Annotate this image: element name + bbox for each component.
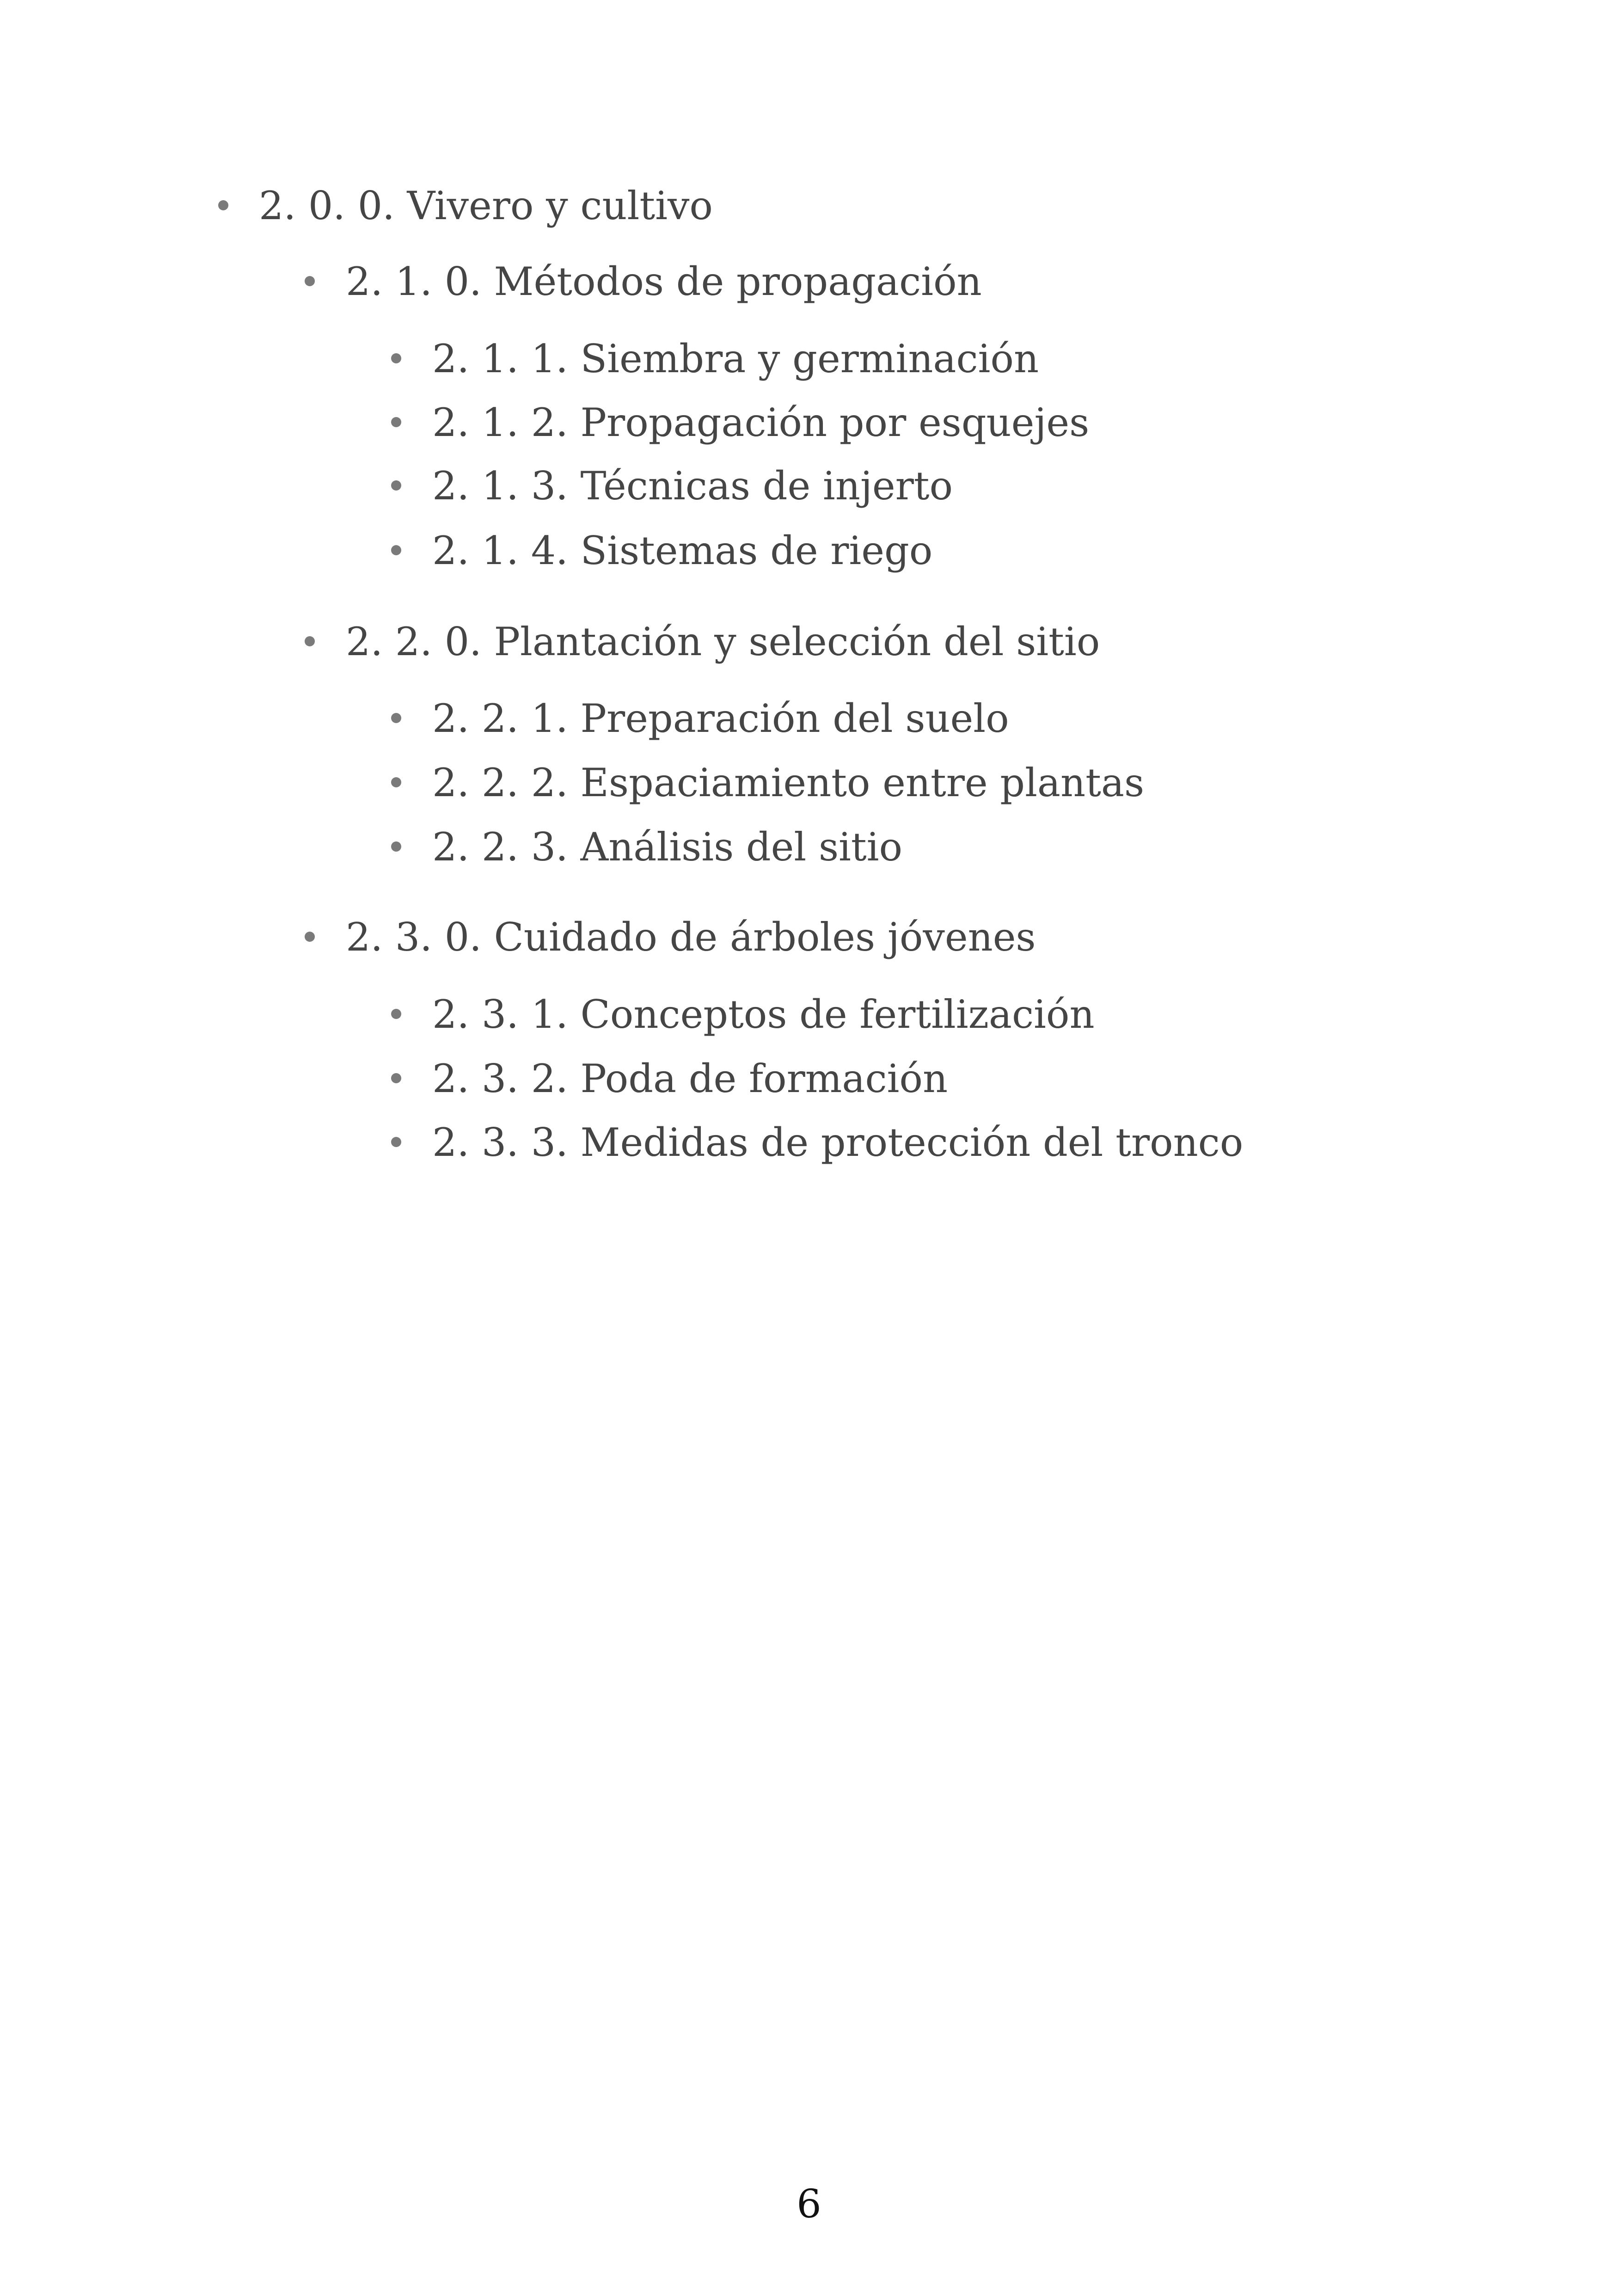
page-number: 6	[797, 2181, 821, 2227]
outline-item-2-0-0: 2. 0. 0. Vivero y cultivo	[259, 183, 713, 228]
bullet-icon	[391, 1137, 401, 1147]
bullet-icon	[305, 276, 315, 286]
bullet-icon	[391, 545, 401, 555]
bullet-icon	[391, 777, 401, 787]
outline-item-2-1-4: 2. 1. 4. Sistemas de riego	[432, 528, 933, 573]
bullet-icon	[391, 353, 401, 363]
bullet-icon	[218, 200, 228, 210]
bullet-icon	[305, 636, 315, 646]
outline-item-2-3-2: 2. 3. 2. Poda de formación	[432, 1056, 948, 1101]
outline-item-2-1-1: 2. 1. 1. Siembra y germinación	[432, 336, 1039, 381]
outline-item-2-3-3: 2. 3. 3. Medidas de protección del tronco	[432, 1120, 1244, 1165]
outline-item-2-3-1: 2. 3. 1. Conceptos de fertilización	[432, 992, 1095, 1037]
outline-item-2-3-0: 2. 3. 0. Cuidado de árboles jóvenes	[346, 915, 1036, 960]
outline-item-2-2-3: 2. 2. 3. Análisis del sitio	[432, 824, 903, 870]
outline-item-2-1-3: 2. 1. 3. Técnicas de injerto	[432, 463, 953, 509]
bullet-icon	[391, 841, 401, 852]
bullet-icon	[305, 932, 315, 942]
bullet-icon	[391, 480, 401, 491]
outline-item-2-2-1: 2. 2. 1. Preparación del suelo	[432, 696, 1009, 741]
outline-item-2-2-2: 2. 2. 2. Espaciamiento entre plantas	[432, 760, 1145, 805]
outline-item-2-1-0: 2. 1. 0. Métodos de propagación	[346, 259, 982, 304]
outline-item-2-1-2: 2. 1. 2. Propagación por esquejes	[432, 400, 1090, 445]
bullet-icon	[391, 1073, 401, 1083]
bullet-icon	[391, 417, 401, 427]
outline-item-2-2-0: 2. 2. 0. Plantación y selección del sitio	[346, 619, 1100, 664]
bullet-icon	[391, 713, 401, 723]
bullet-icon	[391, 1009, 401, 1019]
